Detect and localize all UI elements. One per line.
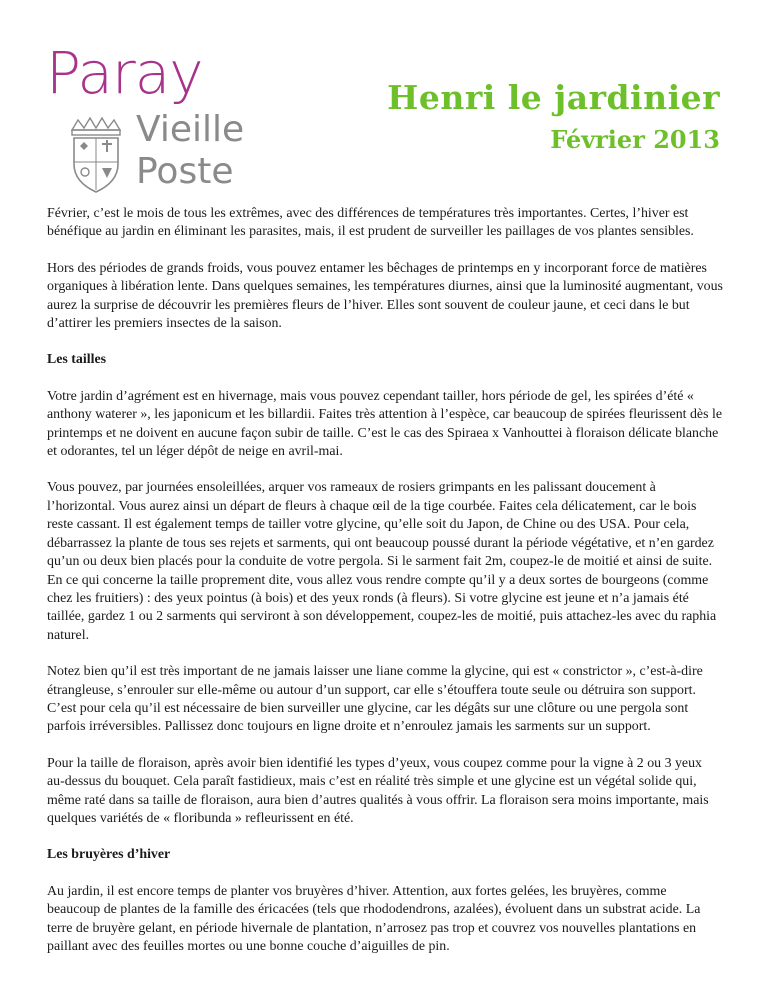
logo-word-paray: Paray (46, 39, 203, 107)
tailles-paragraph-2: Vous pouvez, par journées ensoleillées, arquer vos rameaux de rosiers grimpants en les palissant doucement à l’horizontal. Vous aurez ainsi un départ de fleurs à chaque œil de la tige courbée. Faites cela délicatement, car le bois reste cassant. Il est également temps de tailler votre glycine, qu’elle soit du Japon, de Chine ou des USA. Pour cela, débarrassez la plante de tous ses rejets et sarments, qui ont beaucoup poussé durant la période végétative, et n’en gardez qu’un ou deux bien placés pour la conduite de votre pergola. Si le sarment fait 2m, coupez-le de moitié et ainsi de suite. En ce qui concerne la taille proprement dite, vous allez vous rendre compte qu’il y a deux sortes de bourgeons (comme chez les fruitiers) : des yeux pointus (à bois) et des yeux ronds (à fleurs). Si votre glycine est jeune et n’a jamais été taillée, gardez 1 ou 2 sarments qui serviront à son développement, coupez-les de moitié, puis attachez-les avec du raphia naturel. (47, 480, 717, 643)
bruyeres-paragraph-1: Au jardin, il est encore temps de planter vos bruyères d’hiver. Attention, aux fortes gelées, les bruyères, comme beaucoup de plantes de la famille des éricacées (tels que rhododendrons, azalées), évoluent dans un substrat acide. La terre de bruyère gelant, en période hivernale de plantation, n’arrosez pas trop et couvrez vos nouvelles plantations en paillant avec des feuilles mortes ou une bonne couche d’aiguilles de pin. (47, 883, 701, 954)
coat-of-arms-icon (60, 116, 130, 196)
tailles-paragraph-4: Pour la taille de floraison, après avoir bien identifié les types d’yeux, vous coupez comme pour la vigne à 2 ou 3 yeux au-dessus du bouquet. Cela paraît fastidieux, mais c’est en réalité très simple et une glycine est un végétal solide qui, même raté dans sa taille de floraison, aura bien d’autres qualités à vous offrir. La floraison sera moins importante, mais quelques variétés de « floribunda » refleurissent en été. (47, 755, 709, 826)
section-heading-tailles: Les tailles (47, 352, 107, 368)
tailles-paragraph-1: Votre jardin d’agrément est en hivernage, mais vous pouvez cependant tailler, hors période de gel, les spirées d’été « anthony waterer », les japonicum et les billardii. Faites très attention à l’espèce, car beaucoup de spirées fleurissent dès le printemps et ne doivent en aucune façon subir de taille. C’est le cas des Spiraea x Vanhouttei à floraison délicate blanche et odorantes, tel un léger dépôt de neige en avril-mai. (47, 388, 722, 460)
tailles-paragraph-3: Notez bien qu’il est très important de ne jamais laisser une liane comme la glycine, qui est « constrictor », c’est-à-dire étrangleuse, s’enrouler sur elle-même ou autour d’un support, car elle s’étouffera toute seule ou détruira son support. C’est pour cela qu’il est nécessaire de bien surveiller une glycine, car les dégâts sur une clôture ou une pergola sont parfois irréversibles. Pallissez donc toujours en ligne droite et n’enroulez jamais les sarments sur un support. (47, 664, 703, 735)
intro-paragraph-1: Février, c’est le mois de tous les extrêmes, avec des différences de températures très importantes. Certes, l’hiver est bénéfique au jardin en éliminant les parasites, mais, il est prudent de surveiller les paillages de vos plantes sensibles. (47, 206, 694, 240)
logo-word-vieille: Vieille (136, 109, 245, 150)
logo-word-poste: Poste (136, 151, 234, 192)
article-title: Henri le jardinier (387, 78, 720, 117)
section-heading-bruyeres: Les bruyères d’hiver (47, 847, 171, 863)
article-date: Février 2013 (550, 125, 720, 155)
article-title-block (387, 80, 720, 155)
paray-vieille-poste-logo (44, 39, 249, 200)
article-body (47, 205, 723, 974)
intro-paragraph-2: Hors des périodes de grands froids, vous pouvez entamer les bêchages de printemps en y incorporant force de matières organiques à libération lente. Dans quelques semaines, les températures diurnes, ainsi que la luminosité augmentant, vous aurez la surprise de découvrir les premières fleurs de l’hiver. Elles sont souvent de couleur jaune, et ceci dans le but d’attirer les premiers insectes de la saison. (47, 260, 723, 332)
